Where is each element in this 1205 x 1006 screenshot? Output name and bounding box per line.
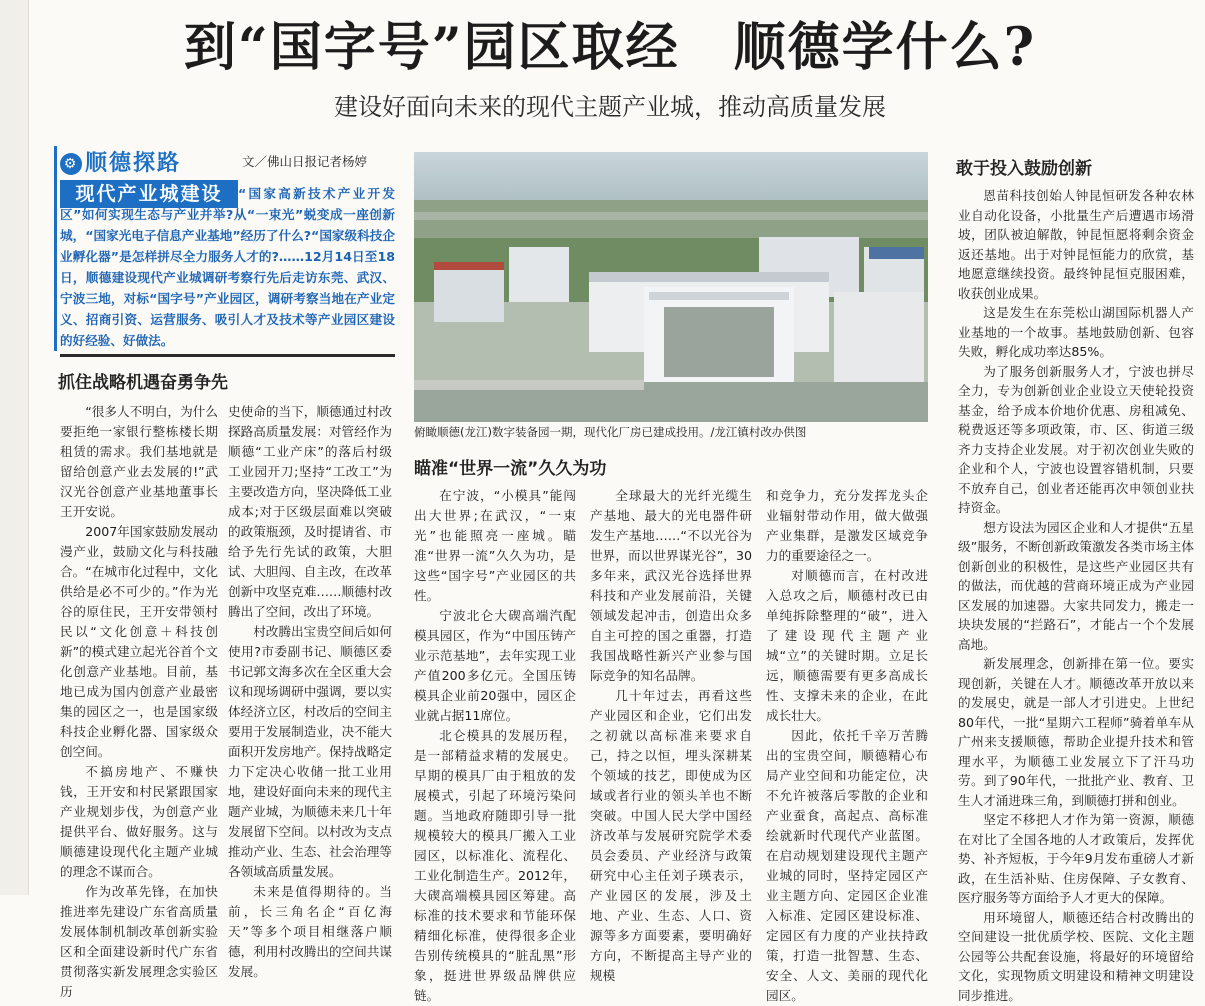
article-column-3: [414, 486, 576, 1006]
page-gutter: [0, 0, 29, 895]
subheadline: 建设好面向未来的现代主题产业城，推动高质量发展: [334, 93, 886, 121]
paragraph: 这是发生在东莞松山湖国际机器人产业基地的一个故事。基地鼓励创新、包容失败，孵化成功率达85%。: [958, 305, 1194, 359]
paragraph: 在宁波，“小模具”能闯出大世界;在武汉，“一束光”也能照亮一座城。瞄准“世界一流”久久为功，是这些“国字号”产业园区的共性。: [414, 488, 576, 603]
paragraph: 北仑模具的发展历程，是一部精益求精的发展史。早期的模具厂由于粗放的发展模式，引起了环境污染问题。当地政府随即引导一批规模较大的模具厂搬入工业园区，以标准化、流程化、工业化制造生产。2012年，大碶高端模具园区筹建。高标准的技术要求和节能环保精细化标准，使得很多企业告别传统模具的“脏乱黑”形象，挺进世界级品牌供应链。: [414, 728, 576, 1003]
paragraph: 新发展理念，创新排在第一位。要实现创新，关键在人才。顺德改革开放以来的发展史，就是一部人才引进史。上世纪80年代，一批“星期六工程师”骑着单车从广州来支援顺德，帮助企业提升技术和管理水平，为顺德工业发展立下了汗马功劳。到了90年代，一批批产业、教育、卫生人才涌进珠三角，到顺德打拼和创业。: [958, 656, 1194, 808]
column-logo-line2: 现代产业城建设: [60, 180, 238, 208]
photo-caption: 俯瞰顺德(龙江)数字装备园一期，现代化厂房已建成投用。/龙江镇村改办供图: [414, 425, 807, 439]
column-logo-top: [60, 150, 238, 178]
section-title-3: 敢于投入鼓励创新: [956, 159, 1092, 179]
lede-text: “国家高新技术产业开发区”如何实现生态与产业并举?从“一束光”蜕变成一座创新城，“国家光电子信息产业基地”经历了什么?“国家级科技企业孵化器”是怎样拼尽全力服务人才的?……12月14日至18日，顺德建设现代产业城调研考察行先后走访东莞、武汉、宁波三地，对标“国字号”产业园区，调研考察当地在产业定义、招商引资、运营服务、吸引人才及技术等产业园区建设的好经验、好做法。: [60, 186, 395, 348]
section-divider: [60, 354, 395, 357]
paragraph: 宁波北仑大碶高端汽配模具园区，作为“中国压铸产业示范基地”，去年实现工业产值200多亿元。全国压铸模具企业前20强中，园区企业就占据11席位。: [414, 608, 576, 723]
paragraph: 不搞房地产、不赚快钱，王开安和村民紧跟国家产业规划步伐，为创意产业提供平台、做好服务。这与顺德建设现代化主题产业城的理念不谋而合。: [60, 764, 218, 879]
paragraph: “很多人不明白，为什么要拒绝一家银行整栋楼长期租赁的需求。我们基地就是留给创意产业去发展的!”武汉光谷创意产业基地董事长王开安说。: [60, 404, 218, 519]
paragraph: 未来是值得期待的。当前，长三角名企“百亿海天”等多个项目相继落户顺德，利用村改腾出的空间共谋发展。: [228, 884, 392, 979]
article-column-1: [60, 402, 218, 1002]
article-column-5: [766, 486, 928, 1006]
gear-icon: ⚙: [60, 153, 82, 175]
paragraph: 和竞争力，充分发挥龙头企业辐射带动作用，做大做强产业集群，是激发区域竞争力的重要途径之一。: [766, 488, 928, 563]
paragraph: 对顺德而言，在村改进入总攻之后，顺德村改已由单纯拆除整理的“破”，进入了建设现代主题产业城“立”的关键时期。立足长远，顺德需要有更多高成长性、支撑未来的企业，在此成长壮大。: [766, 568, 928, 723]
headline: 到“国字号”园区取经 顺德学什么?: [183, 17, 1037, 78]
section-title-2: 瞄准“世界一流”久久为功: [414, 459, 607, 479]
section-title-1: 抓住战略机遇奋勇争先: [58, 373, 228, 393]
paragraph: 为了服务创新服务人才，宁波也拼尽全力，专为创新创业企业设立天使轮投资基金，给予成本价地价优惠、房租减免、税费返还等多项政策，市、区、街道三级齐力支持企业发展。对于初次创业失败的企业和个人，宁波也设置容错机制，只要不放弃自己，创业者还能再次申领创业扶持资金。: [958, 363, 1194, 515]
paragraph: 想方设法为园区企业和人才提供“五星级”服务，不断创新政策激发各类市场主体创新创业的积极性，是这些产业园区共有的做法，而优越的营商环境正成为产业园区发展的加速器。大家共同发力，搬走一块块发展的“拦路石”，才能占一个个发展高地。: [958, 519, 1194, 652]
article-column-2: [228, 402, 392, 982]
paragraph: 用环境留人，顺德还结合村改腾出的空间建设一批优质学校、医院、文化主题公园等公共配套设施，将最好的环境留给文化，实现物质文明建设和精神文明建设同步推进。: [958, 909, 1194, 1003]
column-logo-line1: 顺德探路: [85, 151, 182, 176]
paragraph: 全球最大的光纤光缆生产基地、最大的光电器件研发生产基地……“不以光谷为世界，而以世界谋光谷”，30多年来，武汉光谷选择世界科技和产业发展前沿，关键领域发起冲击，创造出众多自主可控的国之重器，打造我国战略性新兴产业参与国际竞争的知名品牌。: [590, 488, 752, 683]
article-column-4: [590, 486, 752, 986]
paragraph: 因此，依托千辛万苦腾出的宝贵空间，顺德精心布局产业空间和功能定位，决不允许被落后零散的企业和产业蚕食，高起点、高标准绘就新时代现代产业蓝图。在启动规划建设现代主题产业城的同时，坚持定园区产业主题方向、定园区企业准入标准、定园区建设标准、定园区有力度的产业扶持政策，打造一批智慧、生态、安全、人文、美丽的现代化园区。: [766, 728, 928, 1003]
paragraph: 几十年过去，再看这些产业园区和企业，它们出发之初就以高标准来要求自己，持之以恒，埋头深耕某个领域的技艺，即使成为区域或者行业的领头羊也不断突破。中国人民大学中国经济改革与发展研究院学术委员会委员、产业经济与政策研究中心主任刘子瑛表示，产业园区的发展，涉及土地、产业、生态、人口、资源等多方面要素，要明确好方向，不断提高主导产业的规模: [590, 688, 752, 983]
paragraph: 坚定不移把人才作为第一资源，顺德在对比了全国各地的人才政策后，发挥优势、补齐短板，于今年9月发布重磅人才新政，在生活补贴、住房保障、子女教育、医疗服务等方面给予人才更大的保障。: [958, 812, 1194, 905]
paragraph: 2007年国家鼓励发展动漫产业，鼓励文化与科技融合。“在城市化过程中，文化供给是必不可少的。”作为光谷的原住民，王开安带领村民以“文化创意＋科技创新”的模式建立起光谷首个文化创意产业基地。目前，基地已成为国内创意产业最密集的园区之一，也是国家级科技企业孵化器、国家级众创空间。: [60, 524, 218, 759]
byline: 文／佛山日报记者杨婷: [242, 154, 368, 169]
lede-paragraph: [60, 183, 395, 351]
lede-accent-bar: [54, 146, 57, 351]
paragraph: 史使命的当下，顺德通过村改探路高质量发展：对管经作为顺德“工业产床”的落后村级工业园开刀;坚持“工改工”为主要改造方向，坚决降低工业成本;对于区级层面难以突破的政策瓶颈，及时提请省、市给予先行先试的政策，大胆试、大胆闯、自主改，在改革创新中攻坚克难……顺德村改腾出了空间，改出了环境。: [228, 404, 392, 619]
article-column-6: [958, 186, 1194, 1005]
paragraph: 作为改革先锋，在加快推进率先建设广东省高质量发展体制机制改革创新实验区和全面建设新时代广东省贯彻落实新发展理念实验区历: [60, 884, 218, 999]
paragraph: 恩苗科技创始人钟昆恒研发各种农林业自动化设备，小批量生产后遭遇市场滑坡，团队被迫解散，钟昆恒愿将剩余资金返还基地。出于对钟昆恒能力的欣赏，基地愿意继续投资。最终钟昆恒克服困难，收获创业成果。: [958, 188, 1194, 301]
paragraph: 村改腾出宝贵空间后如何使用?市委副书记、顺德区委书记郭文海多次在全区重大会议和现场调研中强调，要以实体经济立区，村改后的空间主要用于发展制造业，决不能大面积开发房地产。保持战略定力下定决心收储一批工业用地，建设好面向未来的现代主题产业城，为顺德未来几十年发展留下空间。以村改为支点推动产业、生态、社会治理等各领域高质量发展。: [228, 624, 392, 879]
aerial-photo-illustration: [414, 152, 928, 422]
aerial-photo: [414, 152, 928, 422]
